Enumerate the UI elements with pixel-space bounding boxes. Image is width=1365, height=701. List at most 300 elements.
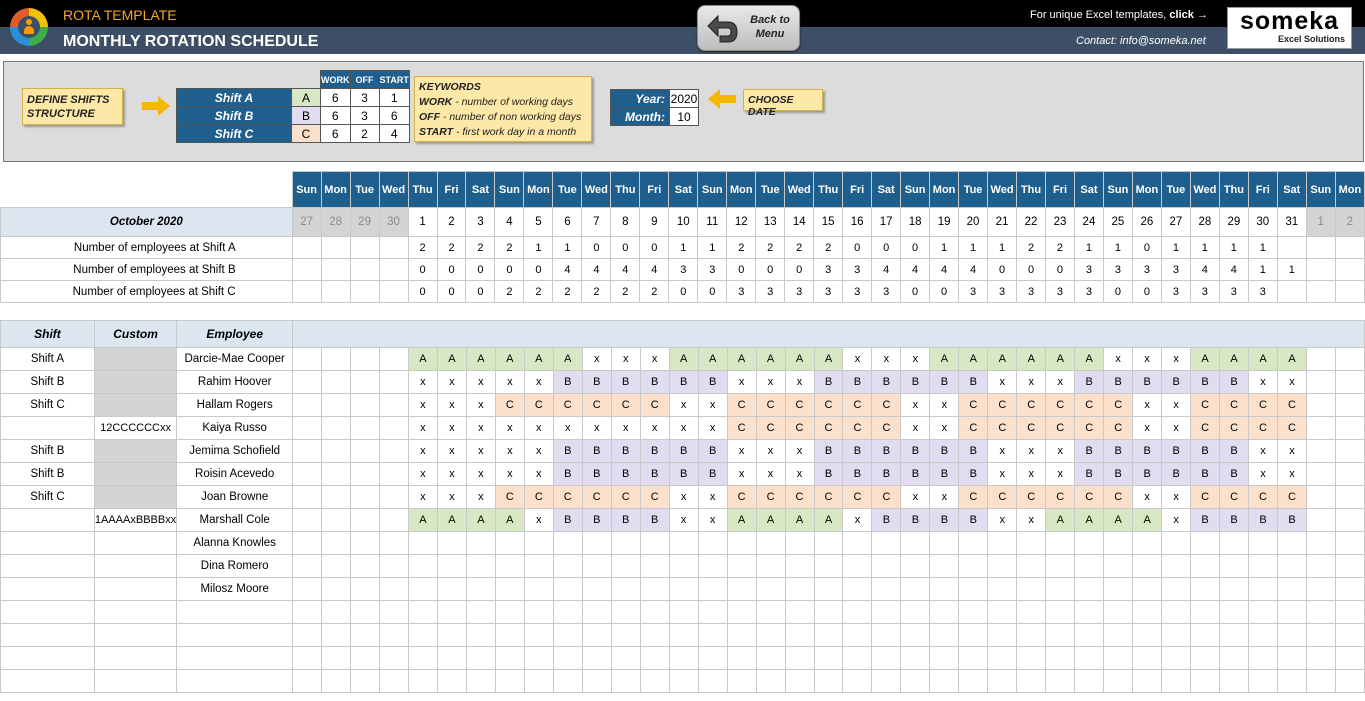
schedule-cell[interactable] [698, 601, 727, 624]
schedule-cell[interactable] [437, 532, 466, 555]
schedule-cell[interactable]: x [930, 417, 959, 440]
schedule-cell[interactable] [293, 578, 322, 601]
schedule-cell[interactable] [1046, 555, 1075, 578]
schedule-cell[interactable] [1335, 440, 1364, 463]
schedule-cell[interactable] [1335, 601, 1364, 624]
schedule-cell[interactable]: A [785, 348, 814, 371]
schedule-cell[interactable] [466, 532, 495, 555]
schedule-cell[interactable] [1133, 624, 1162, 647]
schedule-cell[interactable] [1306, 463, 1335, 486]
schedule-cell[interactable]: B [698, 463, 727, 486]
schedule-cell[interactable] [1191, 647, 1220, 670]
schedule-cell[interactable]: A [756, 509, 785, 532]
schedule-cell[interactable]: B [1249, 509, 1278, 532]
schedule-cell[interactable] [351, 371, 380, 394]
schedule-cell[interactable] [1162, 647, 1191, 670]
schedule-cell[interactable] [322, 486, 351, 509]
schedule-cell[interactable] [727, 601, 756, 624]
schedule-cell[interactable] [872, 578, 901, 601]
schedule-cell[interactable] [1104, 647, 1133, 670]
schedule-cell[interactable] [293, 532, 322, 555]
schedule-cell[interactable] [698, 670, 727, 693]
schedule-cell[interactable] [322, 670, 351, 693]
schedule-cell[interactable]: A [1075, 348, 1104, 371]
schedule-cell[interactable] [1104, 670, 1133, 693]
schedule-cell[interactable] [1104, 601, 1133, 624]
shift-cell[interactable] [1, 532, 95, 555]
shift-c-code[interactable]: C [292, 125, 321, 143]
schedule-cell[interactable] [727, 555, 756, 578]
schedule-cell[interactable]: x [1249, 371, 1278, 394]
employee-cell[interactable]: Roisin Acevedo [177, 463, 293, 486]
schedule-cell[interactable] [1017, 555, 1046, 578]
schedule-cell[interactable] [379, 371, 408, 394]
schedule-cell[interactable] [988, 670, 1017, 693]
schedule-cell[interactable]: A [814, 509, 843, 532]
schedule-cell[interactable]: C [756, 486, 785, 509]
schedule-cell[interactable] [1075, 670, 1104, 693]
schedule-cell[interactable] [814, 555, 843, 578]
schedule-cell[interactable]: x [437, 440, 466, 463]
schedule-cell[interactable]: A [814, 348, 843, 371]
schedule-cell[interactable] [1335, 348, 1364, 371]
schedule-cell[interactable]: B [1220, 440, 1249, 463]
shift-c-start[interactable]: 4 [379, 125, 409, 143]
schedule-cell[interactable] [553, 647, 582, 670]
schedule-cell[interactable]: B [669, 371, 698, 394]
schedule-cell[interactable] [1335, 371, 1364, 394]
schedule-cell[interactable] [640, 532, 669, 555]
schedule-cell[interactable]: x [582, 348, 611, 371]
schedule-cell[interactable]: x [1133, 394, 1162, 417]
schedule-cell[interactable]: B [640, 371, 669, 394]
schedule-cell[interactable] [1133, 555, 1162, 578]
schedule-cell[interactable] [1306, 486, 1335, 509]
schedule-cell[interactable]: x [1017, 463, 1046, 486]
schedule-cell[interactable] [669, 647, 698, 670]
schedule-cell[interactable]: C [1017, 394, 1046, 417]
schedule-cell[interactable] [466, 601, 495, 624]
schedule-cell[interactable] [379, 463, 408, 486]
schedule-cell[interactable]: B [843, 463, 872, 486]
schedule-cell[interactable]: C [1075, 417, 1104, 440]
schedule-cell[interactable]: B [1075, 440, 1104, 463]
schedule-cell[interactable] [727, 532, 756, 555]
schedule-cell[interactable] [351, 601, 380, 624]
shift-cell[interactable] [1, 601, 95, 624]
schedule-cell[interactable] [756, 532, 785, 555]
schedule-cell[interactable]: x [988, 463, 1017, 486]
schedule-cell[interactable] [640, 555, 669, 578]
schedule-cell[interactable] [930, 601, 959, 624]
schedule-cell[interactable] [1104, 578, 1133, 601]
schedule-cell[interactable] [322, 509, 351, 532]
schedule-cell[interactable] [1335, 624, 1364, 647]
schedule-cell[interactable]: C [1046, 394, 1075, 417]
schedule-cell[interactable]: x [843, 348, 872, 371]
employee-cell[interactable]: Milosz Moore [177, 578, 293, 601]
schedule-cell[interactable] [698, 578, 727, 601]
schedule-cell[interactable] [582, 624, 611, 647]
schedule-cell[interactable] [1220, 601, 1249, 624]
schedule-cell[interactable] [1162, 578, 1191, 601]
schedule-cell[interactable] [988, 555, 1017, 578]
schedule-cell[interactable] [322, 440, 351, 463]
schedule-cell[interactable]: C [785, 486, 814, 509]
unique-templates-link[interactable]: For unique Excel templates, click → [1030, 9, 1208, 21]
schedule-cell[interactable] [959, 601, 988, 624]
schedule-cell[interactable]: x [727, 463, 756, 486]
schedule-cell[interactable] [611, 647, 640, 670]
schedule-cell[interactable]: x [408, 417, 437, 440]
schedule-cell[interactable]: B [582, 440, 611, 463]
custom-cell[interactable] [94, 463, 176, 486]
schedule-cell[interactable] [1306, 440, 1335, 463]
schedule-cell[interactable] [1278, 532, 1307, 555]
schedule-cell[interactable]: C [1249, 394, 1278, 417]
schedule-cell[interactable] [959, 624, 988, 647]
shift-cell[interactable] [1, 624, 95, 647]
schedule-cell[interactable] [293, 463, 322, 486]
schedule-cell[interactable] [582, 647, 611, 670]
schedule-cell[interactable]: x [785, 371, 814, 394]
schedule-cell[interactable] [901, 601, 930, 624]
schedule-cell[interactable]: B [640, 509, 669, 532]
schedule-cell[interactable]: B [1220, 371, 1249, 394]
schedule-cell[interactable] [785, 647, 814, 670]
schedule-cell[interactable] [1133, 532, 1162, 555]
schedule-cell[interactable] [1220, 670, 1249, 693]
schedule-cell[interactable]: B [1075, 463, 1104, 486]
schedule-cell[interactable] [611, 670, 640, 693]
custom-cell[interactable] [94, 647, 176, 670]
schedule-cell[interactable] [1017, 624, 1046, 647]
schedule-cell[interactable] [1249, 670, 1278, 693]
schedule-cell[interactable]: x [408, 486, 437, 509]
schedule-cell[interactable]: B [1278, 509, 1307, 532]
schedule-cell[interactable]: A [437, 348, 466, 371]
schedule-cell[interactable] [1306, 555, 1335, 578]
schedule-cell[interactable] [843, 555, 872, 578]
schedule-cell[interactable] [293, 371, 322, 394]
schedule-cell[interactable] [988, 647, 1017, 670]
schedule-cell[interactable] [379, 647, 408, 670]
schedule-cell[interactable]: B [959, 440, 988, 463]
schedule-cell[interactable] [988, 624, 1017, 647]
schedule-cell[interactable]: A [930, 348, 959, 371]
schedule-cell[interactable]: x [524, 417, 553, 440]
schedule-cell[interactable] [1220, 532, 1249, 555]
schedule-cell[interactable] [1278, 670, 1307, 693]
schedule-cell[interactable]: B [1162, 463, 1191, 486]
schedule-cell[interactable] [495, 624, 524, 647]
schedule-cell[interactable] [293, 440, 322, 463]
schedule-cell[interactable] [553, 624, 582, 647]
schedule-cell[interactable] [1075, 578, 1104, 601]
schedule-cell[interactable] [379, 509, 408, 532]
schedule-cell[interactable] [351, 509, 380, 532]
schedule-cell[interactable]: x [1249, 440, 1278, 463]
schedule-cell[interactable]: C [1278, 486, 1307, 509]
schedule-cell[interactable] [1335, 486, 1364, 509]
schedule-cell[interactable]: C [872, 417, 901, 440]
schedule-cell[interactable] [495, 647, 524, 670]
schedule-cell[interactable]: C [814, 486, 843, 509]
schedule-cell[interactable]: A [1046, 348, 1075, 371]
schedule-cell[interactable]: A [524, 348, 553, 371]
shift-cell[interactable]: Shift B [1, 440, 95, 463]
schedule-cell[interactable] [1249, 555, 1278, 578]
schedule-cell[interactable]: x [1133, 417, 1162, 440]
schedule-cell[interactable]: x [524, 509, 553, 532]
schedule-cell[interactable]: A [669, 348, 698, 371]
schedule-cell[interactable]: C [1249, 417, 1278, 440]
schedule-cell[interactable] [1191, 555, 1220, 578]
schedule-cell[interactable] [727, 624, 756, 647]
schedule-cell[interactable]: C [1220, 394, 1249, 417]
schedule-cell[interactable]: x [1249, 463, 1278, 486]
schedule-cell[interactable]: x [466, 463, 495, 486]
schedule-cell[interactable]: x [611, 348, 640, 371]
schedule-cell[interactable] [959, 670, 988, 693]
custom-cell[interactable] [94, 394, 176, 417]
custom-cell[interactable] [94, 624, 176, 647]
custom-cell[interactable] [94, 555, 176, 578]
schedule-cell[interactable] [466, 647, 495, 670]
employee-cell[interactable]: Joan Browne [177, 486, 293, 509]
schedule-cell[interactable] [351, 348, 380, 371]
schedule-cell[interactable]: A [1249, 348, 1278, 371]
schedule-cell[interactable] [293, 486, 322, 509]
schedule-cell[interactable]: C [524, 486, 553, 509]
schedule-cell[interactable] [495, 555, 524, 578]
schedule-cell[interactable]: x [1046, 371, 1075, 394]
schedule-cell[interactable] [1335, 394, 1364, 417]
schedule-cell[interactable]: A [988, 348, 1017, 371]
schedule-cell[interactable]: A [727, 509, 756, 532]
schedule-cell[interactable] [901, 532, 930, 555]
schedule-cell[interactable]: C [1017, 417, 1046, 440]
schedule-cell[interactable] [408, 578, 437, 601]
employee-cell[interactable] [177, 624, 293, 647]
schedule-cell[interactable]: C [524, 394, 553, 417]
schedule-cell[interactable] [379, 394, 408, 417]
schedule-cell[interactable] [322, 394, 351, 417]
schedule-cell[interactable]: x [524, 440, 553, 463]
schedule-cell[interactable] [1104, 555, 1133, 578]
schedule-cell[interactable]: A [959, 348, 988, 371]
schedule-cell[interactable]: B [1133, 371, 1162, 394]
shift-cell[interactable] [1, 555, 95, 578]
shift-cell[interactable] [1, 647, 95, 670]
schedule-cell[interactable] [727, 578, 756, 601]
schedule-cell[interactable]: C [814, 394, 843, 417]
schedule-cell[interactable] [727, 670, 756, 693]
schedule-cell[interactable]: B [1133, 463, 1162, 486]
custom-cell[interactable] [94, 578, 176, 601]
schedule-cell[interactable] [1249, 532, 1278, 555]
schedule-cell[interactable]: x [756, 440, 785, 463]
schedule-cell[interactable] [1335, 578, 1364, 601]
shift-cell[interactable]: Shift B [1, 371, 95, 394]
schedule-cell[interactable] [379, 601, 408, 624]
schedule-cell[interactable] [1306, 578, 1335, 601]
schedule-cell[interactable] [379, 348, 408, 371]
schedule-cell[interactable] [495, 670, 524, 693]
schedule-cell[interactable] [930, 532, 959, 555]
schedule-cell[interactable] [959, 578, 988, 601]
schedule-cell[interactable] [553, 555, 582, 578]
schedule-cell[interactable] [466, 624, 495, 647]
schedule-cell[interactable]: x [843, 509, 872, 532]
schedule-cell[interactable]: B [901, 440, 930, 463]
schedule-cell[interactable]: B [1220, 509, 1249, 532]
schedule-cell[interactable]: C [988, 486, 1017, 509]
schedule-cell[interactable] [1046, 624, 1075, 647]
schedule-cell[interactable] [293, 555, 322, 578]
schedule-cell[interactable]: C [640, 486, 669, 509]
schedule-cell[interactable] [1162, 601, 1191, 624]
schedule-cell[interactable]: B [872, 463, 901, 486]
schedule-cell[interactable] [293, 647, 322, 670]
schedule-cell[interactable]: x [1162, 348, 1191, 371]
employee-cell[interactable] [177, 601, 293, 624]
employee-cell[interactable]: Dina Romero [177, 555, 293, 578]
employee-cell[interactable]: Darcie-Mae Cooper [177, 348, 293, 371]
schedule-cell[interactable] [669, 578, 698, 601]
shift-a-start[interactable]: 1 [379, 89, 409, 107]
schedule-cell[interactable] [611, 578, 640, 601]
schedule-cell[interactable]: x [466, 371, 495, 394]
schedule-cell[interactable]: x [1017, 371, 1046, 394]
shift-a-work[interactable]: 6 [321, 89, 351, 107]
schedule-cell[interactable]: C [872, 394, 901, 417]
schedule-cell[interactable] [814, 578, 843, 601]
schedule-cell[interactable]: A [553, 348, 582, 371]
schedule-cell[interactable] [872, 624, 901, 647]
schedule-cell[interactable] [1162, 555, 1191, 578]
schedule-cell[interactable]: x [437, 463, 466, 486]
schedule-cell[interactable] [1249, 601, 1278, 624]
schedule-cell[interactable] [293, 624, 322, 647]
schedule-cell[interactable]: x [408, 440, 437, 463]
schedule-cell[interactable] [1306, 532, 1335, 555]
schedule-cell[interactable]: A [1046, 509, 1075, 532]
schedule-cell[interactable] [640, 578, 669, 601]
schedule-cell[interactable]: B [930, 463, 959, 486]
schedule-cell[interactable] [553, 670, 582, 693]
schedule-cell[interactable] [1133, 670, 1162, 693]
schedule-cell[interactable] [466, 670, 495, 693]
schedule-cell[interactable]: x [727, 440, 756, 463]
schedule-cell[interactable] [814, 647, 843, 670]
schedule-cell[interactable]: x [1162, 417, 1191, 440]
schedule-cell[interactable] [756, 624, 785, 647]
schedule-cell[interactable]: x [785, 440, 814, 463]
schedule-cell[interactable] [901, 555, 930, 578]
schedule-cell[interactable] [930, 578, 959, 601]
schedule-cell[interactable] [988, 601, 1017, 624]
schedule-cell[interactable]: C [785, 394, 814, 417]
shift-cell[interactable] [1, 509, 95, 532]
custom-cell[interactable] [94, 670, 176, 693]
schedule-cell[interactable]: B [553, 371, 582, 394]
month-input[interactable]: 10 [670, 108, 699, 126]
schedule-cell[interactable] [408, 601, 437, 624]
schedule-cell[interactable] [843, 624, 872, 647]
schedule-cell[interactable]: x [1278, 440, 1307, 463]
schedule-cell[interactable]: x [466, 394, 495, 417]
schedule-cell[interactable] [1046, 601, 1075, 624]
schedule-cell[interactable]: C [959, 417, 988, 440]
contact-email[interactable]: Contact: info@someka.net [1076, 35, 1206, 47]
schedule-cell[interactable] [351, 463, 380, 486]
schedule-cell[interactable]: C [843, 417, 872, 440]
schedule-cell[interactable]: A [1104, 509, 1133, 532]
schedule-cell[interactable] [1075, 624, 1104, 647]
schedule-cell[interactable]: B [872, 509, 901, 532]
schedule-cell[interactable]: B [1220, 463, 1249, 486]
schedule-cell[interactable]: x [640, 417, 669, 440]
shift-cell[interactable]: Shift C [1, 394, 95, 417]
schedule-cell[interactable]: B [814, 440, 843, 463]
schedule-cell[interactable]: x [756, 371, 785, 394]
schedule-cell[interactable]: B [901, 463, 930, 486]
schedule-cell[interactable] [293, 348, 322, 371]
custom-cell[interactable]: 1AAAAxBBBBxx [94, 509, 176, 532]
schedule-cell[interactable]: C [1046, 486, 1075, 509]
schedule-cell[interactable]: x [727, 371, 756, 394]
schedule-cell[interactable]: A [495, 509, 524, 532]
schedule-cell[interactable]: C [1278, 394, 1307, 417]
schedule-cell[interactable] [872, 670, 901, 693]
schedule-cell[interactable] [293, 601, 322, 624]
schedule-cell[interactable] [901, 647, 930, 670]
schedule-cell[interactable] [1075, 647, 1104, 670]
schedule-cell[interactable]: C [1104, 417, 1133, 440]
schedule-cell[interactable]: B [669, 463, 698, 486]
schedule-cell[interactable]: C [495, 394, 524, 417]
schedule-cell[interactable] [843, 601, 872, 624]
schedule-cell[interactable]: x [1046, 463, 1075, 486]
shift-c-off[interactable]: 2 [350, 125, 379, 143]
schedule-cell[interactable] [379, 624, 408, 647]
schedule-cell[interactable] [1191, 601, 1220, 624]
schedule-cell[interactable]: C [1220, 486, 1249, 509]
schedule-cell[interactable] [1191, 670, 1220, 693]
schedule-cell[interactable]: B [814, 371, 843, 394]
schedule-cell[interactable] [814, 624, 843, 647]
schedule-cell[interactable] [1162, 670, 1191, 693]
schedule-cell[interactable]: C [1191, 486, 1220, 509]
schedule-cell[interactable] [1249, 647, 1278, 670]
schedule-cell[interactable] [669, 624, 698, 647]
schedule-cell[interactable]: C [727, 486, 756, 509]
schedule-cell[interactable] [872, 647, 901, 670]
schedule-cell[interactable] [293, 417, 322, 440]
schedule-cell[interactable]: x [669, 417, 698, 440]
schedule-cell[interactable] [524, 555, 553, 578]
shift-c-work[interactable]: 6 [321, 125, 351, 143]
schedule-cell[interactable]: C [1278, 417, 1307, 440]
schedule-cell[interactable] [843, 532, 872, 555]
schedule-cell[interactable] [930, 555, 959, 578]
schedule-cell[interactable] [322, 601, 351, 624]
schedule-cell[interactable]: x [988, 440, 1017, 463]
schedule-cell[interactable] [872, 532, 901, 555]
schedule-cell[interactable]: A [1133, 509, 1162, 532]
schedule-cell[interactable]: C [1046, 417, 1075, 440]
